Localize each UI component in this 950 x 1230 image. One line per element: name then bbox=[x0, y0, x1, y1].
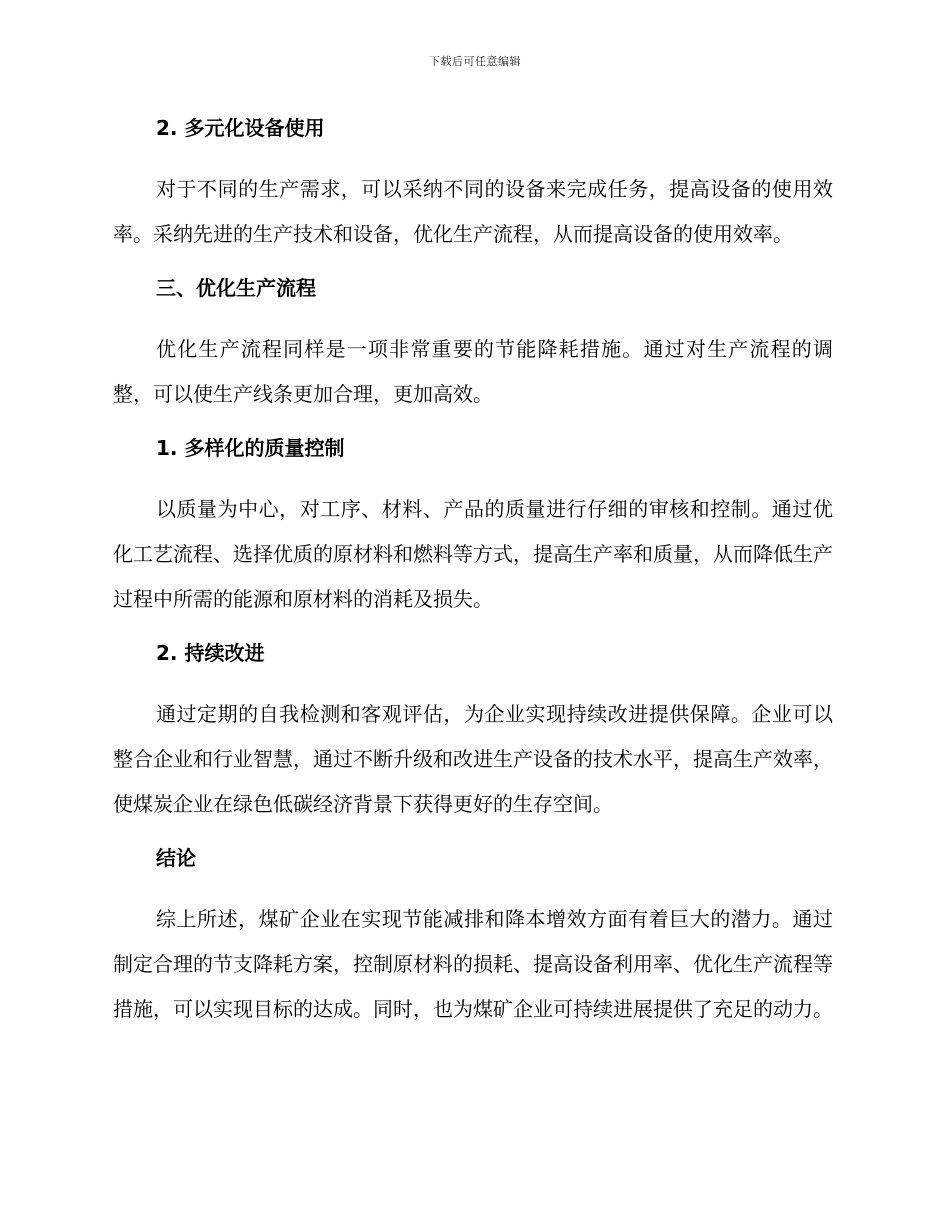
section-heading-diversified-equipment: 2. 多元化设备使用 bbox=[156, 116, 325, 140]
section-heading-continuous-improvement: 2. 持续改进 bbox=[156, 641, 265, 665]
section-heading-conclusion: 结论 bbox=[156, 846, 196, 870]
paragraph-equipment-usage: 对于不同的生产需求，可以采纳不同的设备来完成任务，提高设备的使用效率。采纳先进的生产技术和设备，优化生产流程，从而提高设备的使用效率。 bbox=[113, 177, 833, 246]
paragraph-conclusion: 综上所述，煤矿企业在实现节能减排和降本增效方面有着巨大的潜力。通过制定合理的节支降耗方案，控制原材料的损耗、提高设备利用率、优化生产流程等措施，可以实现目标的达成。同时，也为煤矿企业可持续进展提供了充足的动力。 bbox=[113, 907, 833, 1021]
section-heading-optimize-process: 三、优化生产流程 bbox=[156, 276, 316, 300]
paragraph-quality-control: 以质量为中心，对工序、材料、产品的质量进行仔细的审核和控制。通过优化工艺流程、选择优质的原材料和燃料等方式，提高生产率和质量，从而降低生产过程中所需的能源和原材料的消耗及损失。 bbox=[113, 497, 833, 611]
document-body bbox=[113, 110, 833, 1032]
page-header-note: 下载后可任意编辑 bbox=[429, 55, 521, 68]
paragraph-process-optimization: 优化生产流程同样是一项非常重要的节能降耗措施。通过对生产流程的调整，可以使生产线条更加合理，更加高效。 bbox=[113, 337, 833, 406]
paragraph-continuous-improvement: 通过定期的自我检测和客观评估，为企业实现持续改进提供保障。企业可以整合企业和行业智慧，通过不断升级和改进生产设备的技术水平，提高生产效率，使煤炭企业在绿色低碳经济背景下获得更好的生存空间。 bbox=[113, 702, 833, 816]
section-heading-quality-control: 1. 多样化的质量控制 bbox=[156, 436, 345, 460]
